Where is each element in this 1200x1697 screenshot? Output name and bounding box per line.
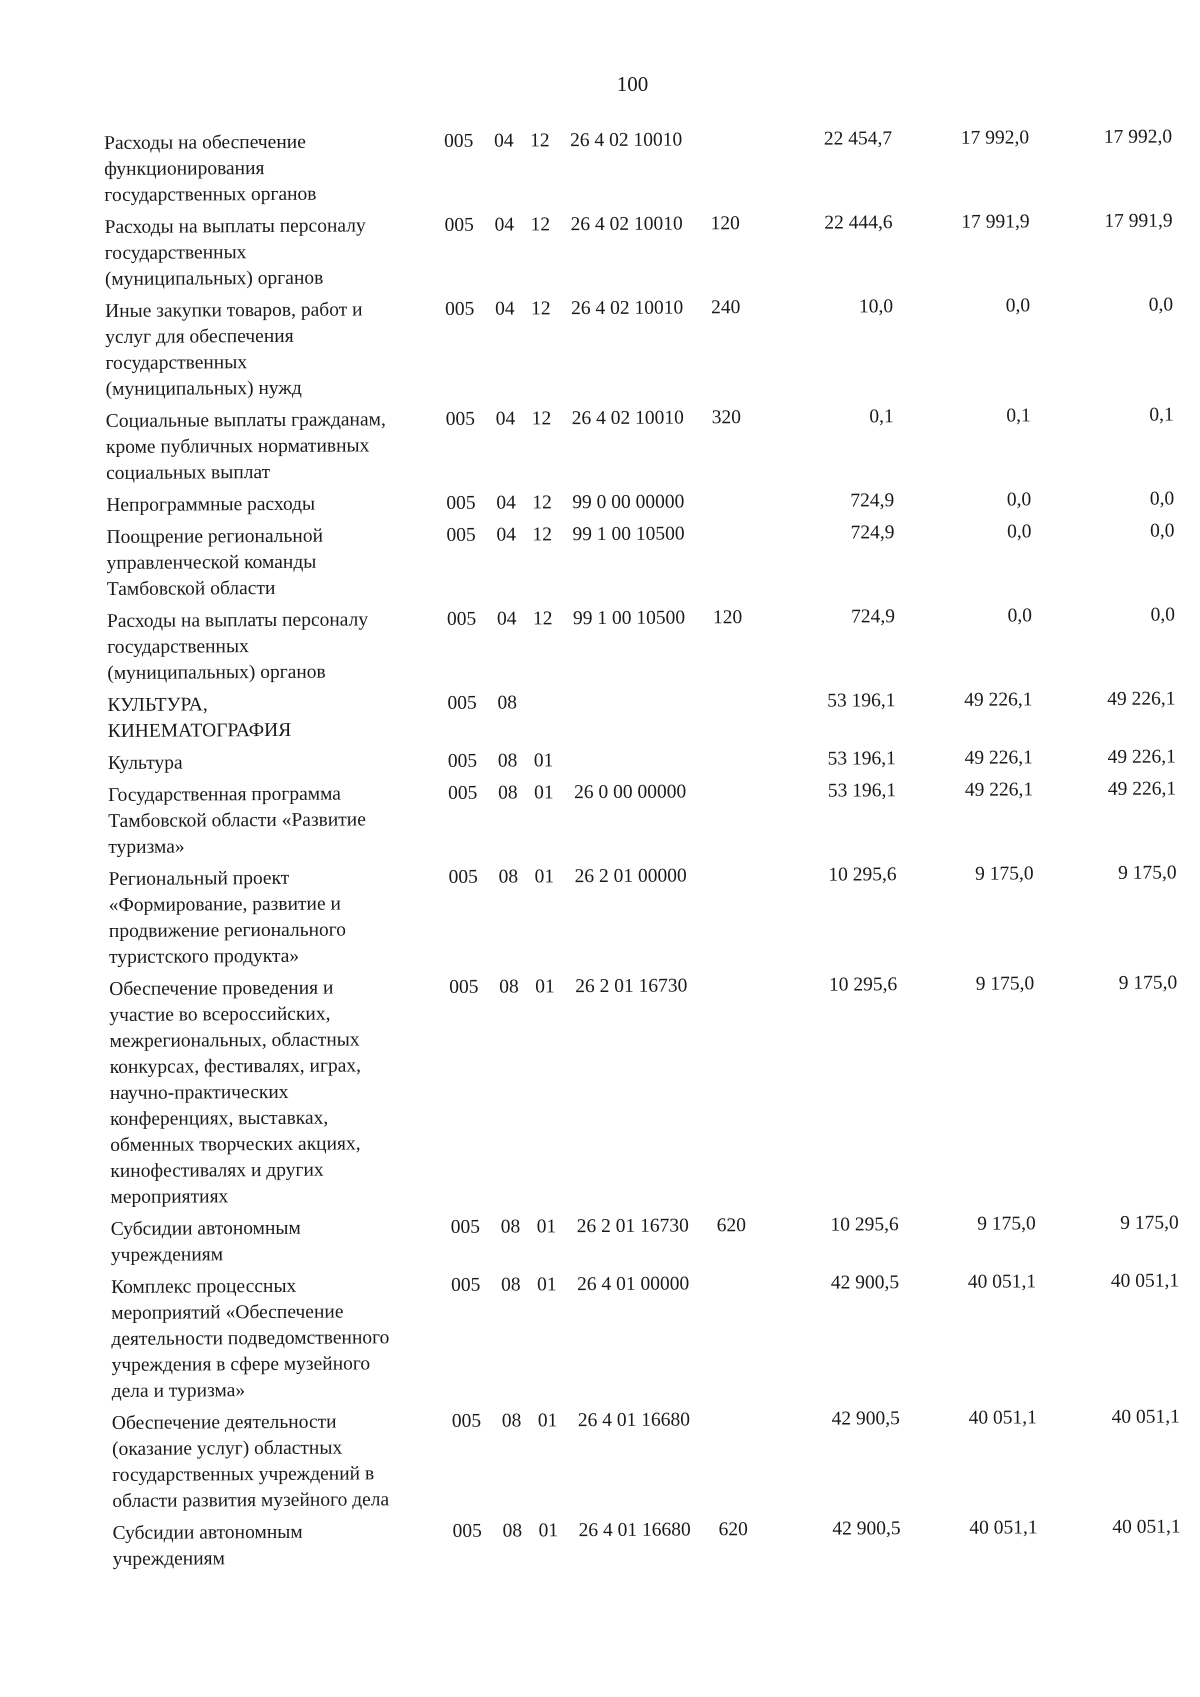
department-code: 005 xyxy=(447,692,477,714)
target-article-code: 26 2 01 16730 xyxy=(576,1215,689,1238)
section-code: 08 xyxy=(497,750,518,772)
item-name: Обеспечение деятельности (оказание услуг) областных государственных учреждений в области развития музейного дела xyxy=(111,1411,390,1512)
target-article-code xyxy=(573,689,713,690)
amount-year-3: 17 992,0 xyxy=(1103,126,1173,148)
amount-year-1: 724,9 xyxy=(850,522,895,544)
amount-year-1: 10 295,6 xyxy=(830,1214,899,1236)
item-name: Субсидии автономным учреждениям xyxy=(112,1521,303,1570)
table-row xyxy=(107,602,1175,687)
department-code: 005 xyxy=(444,214,474,236)
subsection-code: 01 xyxy=(538,1520,559,1542)
target-article-code: 99 1 00 10500 xyxy=(572,607,686,630)
amount-year-2: 40 051,1 xyxy=(968,1407,1037,1429)
department-code: 005 xyxy=(448,866,478,888)
target-article-code: 99 0 00 00000 xyxy=(572,491,685,514)
section-code: 04 xyxy=(495,298,515,320)
amount-year-2: 9 175,0 xyxy=(975,973,1035,995)
section-code: 04 xyxy=(496,608,517,630)
table-row xyxy=(108,860,1177,971)
item-name: Региональный проект «Формирование, развитие и продвижение регионального туристского продукта» xyxy=(108,867,347,968)
table-row xyxy=(107,686,1175,745)
amount-year-3: 0,0 xyxy=(1149,488,1175,510)
section-code: 08 xyxy=(498,866,519,888)
amount-year-1: 53 196,1 xyxy=(827,780,897,802)
amount-year-2: 17 992,0 xyxy=(960,127,1030,149)
amount-year-3: 0,0 xyxy=(1150,520,1175,542)
item-name: Непрограммные расходы xyxy=(106,493,316,516)
target-article-code: 26 4 02 10010 xyxy=(570,213,683,236)
amount-year-2: 9 175,0 xyxy=(974,863,1034,885)
amount-year-1: 42 900,5 xyxy=(831,1408,900,1430)
department-code: 005 xyxy=(447,782,478,804)
target-article-code: 26 4 02 10010 xyxy=(571,407,684,430)
table-row xyxy=(106,402,1174,487)
amount-year-2: 49 226,1 xyxy=(964,779,1034,801)
amount-year-1: 0,1 xyxy=(869,406,894,428)
table-row xyxy=(106,518,1174,603)
amount-year-1: 10 295,6 xyxy=(828,974,898,996)
item-name: Социальные выплаты гражданам, кроме публичных нормативных социальных выплат xyxy=(105,409,386,484)
amount-year-3: 49 226,1 xyxy=(1107,746,1176,768)
amount-year-3: 40 051,1 xyxy=(1112,1516,1181,1538)
amount-year-1: 42 900,5 xyxy=(832,1518,901,1540)
item-name: Субсидии автономным учреждениям xyxy=(110,1217,301,1266)
item-name: Поощрение региональной управленческой команды Тамбовской области xyxy=(106,525,324,600)
amount-year-3: 9 175,0 xyxy=(1120,1212,1179,1234)
amount-year-2: 0,0 xyxy=(1007,605,1033,627)
expense-type-code: 620 xyxy=(716,1215,747,1237)
amount-year-3: 40 051,1 xyxy=(1110,1270,1180,1292)
item-name: Иные закупки товаров, работ и услуг для обеспечения государственных (муниципальных) нужд xyxy=(105,299,363,400)
section-code: 04 xyxy=(494,130,514,152)
item-name: Расходы на обеспечение функционирования государственных органов xyxy=(104,131,317,206)
target-article-code: 26 4 01 16680 xyxy=(577,1409,691,1432)
item-name: Культура xyxy=(107,752,183,774)
department-code: 005 xyxy=(452,1520,482,1542)
target-article-code: 26 0 00 00000 xyxy=(573,781,687,804)
department-code: 005 xyxy=(446,492,476,514)
amount-year-3: 17 991,9 xyxy=(1104,210,1173,232)
amount-year-2: 0,0 xyxy=(1005,295,1031,317)
amount-year-1: 22 454,7 xyxy=(823,128,893,150)
amount-year-1: 53 196,1 xyxy=(827,748,896,770)
target-article-code: 26 4 01 00000 xyxy=(576,1273,690,1296)
section-code: 08 xyxy=(500,1274,521,1296)
department-code: 005 xyxy=(451,1410,482,1432)
item-name: Комплекс процессных мероприятий «Обеспечение деятельности подведомственного учреждения в сфере музейного дела и туризма» xyxy=(111,1275,390,1402)
item-name: Обеспечение проведения и участие во всероссийских, межрегиональных, областных конкурсах, фестивалях, играх, научно-практических конференциях, выставках, обменных творческих акциях, кинофестивалях и других мероприятиях xyxy=(109,977,362,1208)
section-code: 08 xyxy=(497,692,518,714)
subsection-code: 01 xyxy=(535,976,555,998)
item-name: Государственная программа Тамбовской области «Развитие туризма» xyxy=(107,783,366,858)
table-row xyxy=(112,1404,1181,1515)
expense-type-code: 240 xyxy=(711,297,741,319)
subsection-code: 01 xyxy=(537,1410,558,1432)
department-code: 005 xyxy=(449,976,479,998)
amount-year-1: 724,9 xyxy=(850,490,895,512)
department-code: 005 xyxy=(446,524,476,546)
section-code: 08 xyxy=(499,976,519,998)
table-row xyxy=(108,744,1176,777)
department-code: 005 xyxy=(445,298,475,320)
budget-table xyxy=(104,124,1181,1578)
amount-year-2: 0,0 xyxy=(1007,521,1032,543)
amount-year-1: 42 900,5 xyxy=(830,1272,900,1294)
table-row xyxy=(112,1514,1180,1573)
section-code: 08 xyxy=(501,1410,522,1432)
subsection-code: 12 xyxy=(532,524,553,546)
subsection-code: 12 xyxy=(532,492,552,514)
subsection-code: 01 xyxy=(536,1216,557,1238)
section-code: 04 xyxy=(496,524,517,546)
amount-year-2: 9 175,0 xyxy=(977,1213,1036,1235)
amount-year-1: 10 295,6 xyxy=(828,864,897,886)
subsection-code: 12 xyxy=(530,130,550,152)
amount-year-3: 9 175,0 xyxy=(1118,972,1178,994)
table-row xyxy=(108,776,1176,861)
amount-year-3: 40 051,1 xyxy=(1111,1406,1180,1428)
table-row xyxy=(105,292,1174,403)
amount-year-3: 0,0 xyxy=(1148,294,1174,316)
amount-year-2: 49 226,1 xyxy=(964,689,1033,711)
expense-type-code: 120 xyxy=(712,607,743,629)
section-code: 08 xyxy=(502,1520,523,1542)
amount-year-1: 53 196,1 xyxy=(827,690,896,712)
target-article-code: 26 2 01 16730 xyxy=(575,975,688,998)
department-code: 005 xyxy=(450,1216,481,1238)
page-number: 100 xyxy=(616,72,649,96)
subsection-code: 12 xyxy=(531,408,552,430)
subsection-code: 01 xyxy=(534,866,555,888)
target-article-code: 26 2 01 00000 xyxy=(574,865,687,888)
target-article-code: 99 1 00 10500 xyxy=(572,523,685,546)
expense-type-code: 620 xyxy=(718,1519,748,1541)
target-article-code: 26 4 02 10010 xyxy=(571,297,684,320)
section-code: 04 xyxy=(494,214,515,236)
amount-year-2: 0,1 xyxy=(1006,405,1031,427)
table-row xyxy=(105,208,1173,293)
item-name: КУЛЬТУРА, КИНЕМАТОГРАФИЯ xyxy=(107,694,292,742)
section-code: 04 xyxy=(495,408,516,430)
table-row xyxy=(109,970,1178,1211)
section-code: 04 xyxy=(496,492,516,514)
item-name: Расходы на выплаты персоналу государственных (муниципальных) органов xyxy=(104,215,366,290)
subsection-code: 12 xyxy=(531,298,551,320)
amount-year-1: 724,9 xyxy=(851,606,896,628)
amount-year-2: 40 051,1 xyxy=(967,1271,1037,1293)
amount-year-3: 49 226,1 xyxy=(1107,688,1176,710)
target-article-code: 26 4 02 10010 xyxy=(570,129,683,152)
target-article-code: 26 4 01 16680 xyxy=(578,1519,691,1542)
target-article-code xyxy=(574,747,714,748)
item-name: Расходы на выплаты персоналу государственных (муниципальных) органов xyxy=(106,609,369,684)
amount-year-3: 0,1 xyxy=(1149,404,1174,426)
amount-year-2: 17 991,9 xyxy=(961,211,1030,233)
expense-type-code: 120 xyxy=(710,213,740,235)
department-code: 005 xyxy=(447,750,478,772)
amount-year-1: 22 444,6 xyxy=(824,212,893,234)
department-code: 005 xyxy=(450,1274,481,1296)
amount-year-1: 10,0 xyxy=(858,296,894,318)
department-code: 005 xyxy=(446,608,477,630)
table-row xyxy=(104,124,1172,209)
subsection-code: 01 xyxy=(536,1274,557,1296)
amount-year-3: 0,0 xyxy=(1150,604,1176,626)
department-code: 005 xyxy=(445,408,476,430)
amount-year-2: 49 226,1 xyxy=(964,747,1033,769)
section-code: 08 xyxy=(500,1216,521,1238)
subsection-code: 01 xyxy=(533,782,554,804)
expense-type-code: 320 xyxy=(711,407,742,429)
table-row xyxy=(106,486,1174,519)
subsection-code: 12 xyxy=(532,608,553,630)
amount-year-3: 9 175,0 xyxy=(1117,862,1177,884)
department-code: 005 xyxy=(444,130,474,152)
section-code: 08 xyxy=(497,782,518,804)
table-row xyxy=(111,1268,1180,1405)
amount-year-3: 49 226,1 xyxy=(1107,778,1177,800)
amount-year-2: 0,0 xyxy=(1006,489,1032,511)
subsection-code: 01 xyxy=(533,750,554,772)
table-row xyxy=(111,1210,1179,1269)
subsection-code: 12 xyxy=(530,214,551,236)
amount-year-2: 40 051,1 xyxy=(969,1517,1038,1539)
